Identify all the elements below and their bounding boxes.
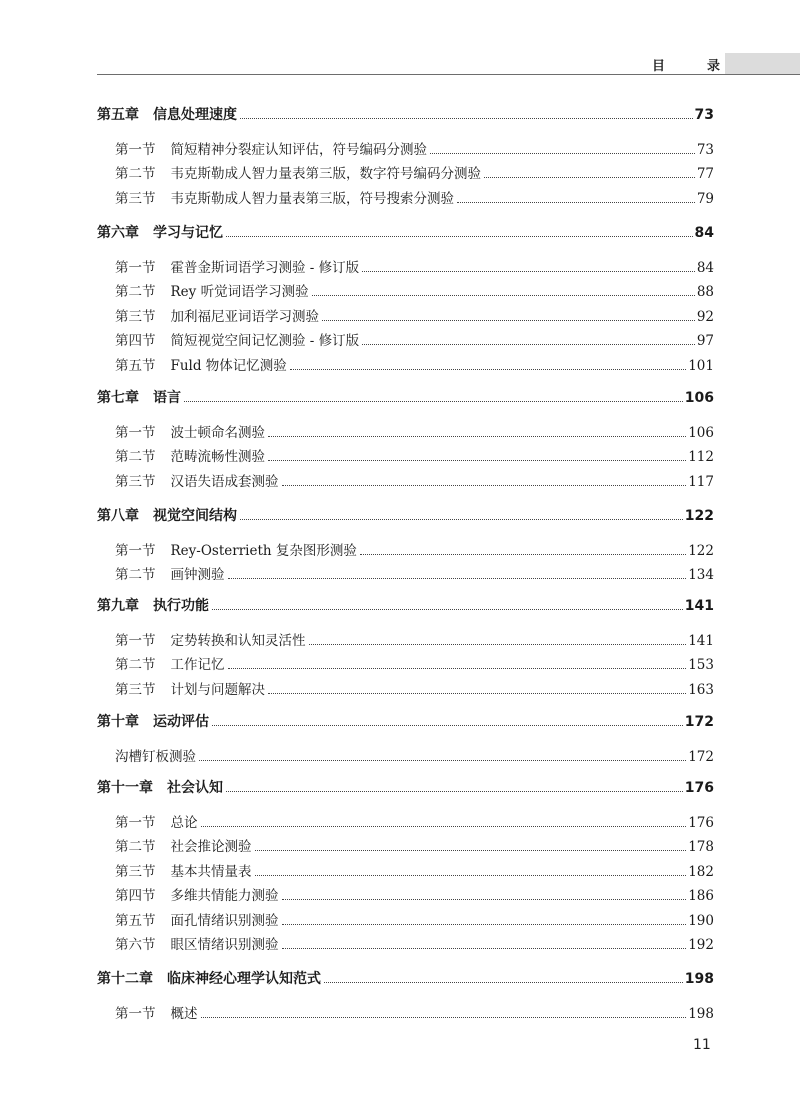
- section-title: 沟槽钉板测验: [115, 749, 196, 765]
- dot-leader: [430, 152, 695, 154]
- chapter-number: 第七章: [97, 390, 139, 406]
- section-title: 画钟测验: [170, 567, 225, 583]
- chapter-title: 学习与记忆: [153, 225, 223, 241]
- toc-section-entry[interactable]: [115, 932, 714, 954]
- section-title: Rey 听觉词语学习测验: [170, 284, 309, 300]
- dot-leader: [199, 759, 686, 761]
- section-number: 第五节: [115, 913, 156, 929]
- chapter-title: 社会认知: [167, 780, 223, 796]
- dot-leader: [268, 459, 686, 461]
- section-title: 多维共情能力测验: [170, 888, 279, 904]
- dot-leader: [268, 692, 686, 694]
- page-reference: 198: [684, 971, 714, 987]
- page-reference: 182: [688, 864, 714, 880]
- toc-chapter-entry[interactable]: [97, 503, 714, 525]
- chapter-title: 信息处理速度: [153, 107, 237, 123]
- chapter-title: 视觉空间结构: [153, 508, 237, 524]
- section-title: Fuld 物体记忆测验: [170, 358, 287, 374]
- dot-leader: [201, 825, 687, 827]
- page-reference: 122: [688, 543, 714, 559]
- dot-leader: [360, 553, 686, 555]
- toc-chapter-entry[interactable]: [97, 966, 714, 988]
- dot-leader: [484, 176, 695, 178]
- dot-leader: [184, 400, 683, 402]
- section-number: 第三节: [115, 474, 156, 490]
- dot-leader: [255, 874, 687, 876]
- dot-leader: [282, 898, 687, 900]
- dot-leader: [201, 1016, 687, 1018]
- section-title: 韦克斯勒成人智力量表第三版，数字符号编码分测验: [170, 166, 481, 182]
- page-reference: 176: [684, 780, 714, 796]
- section-number: 第二节: [115, 284, 156, 300]
- toc-chapter-entry[interactable]: [97, 709, 714, 731]
- page-reference: 84: [694, 225, 714, 241]
- page-reference: 112: [688, 449, 714, 465]
- page-reference: 117: [688, 474, 714, 490]
- section-number: 第一节: [115, 815, 156, 831]
- section-title: 简短视觉空间记忆测验 - 修订版: [170, 333, 360, 349]
- section-number: 第二节: [115, 166, 156, 182]
- section-title: 汉语失语成套测验: [170, 474, 279, 490]
- section-number: 第一节: [115, 633, 156, 649]
- running-header-char: 目: [652, 58, 666, 74]
- toc-section-entry[interactable]: [115, 353, 714, 375]
- dot-leader: [282, 947, 687, 949]
- page-reference: 172: [688, 749, 714, 765]
- dot-leader: [362, 343, 695, 345]
- page-reference: 73: [694, 107, 714, 123]
- section-title: 范畴流畅性测验: [170, 449, 265, 465]
- dot-leader: [255, 849, 687, 851]
- dot-leader: [212, 608, 683, 610]
- section-number: 第三节: [115, 864, 156, 880]
- page-reference: 101: [688, 358, 714, 374]
- section-title: 计划与问题解决: [170, 682, 265, 698]
- page-reference: 198: [688, 1006, 714, 1022]
- chapter-title: 临床神经心理学认知范式: [167, 971, 321, 987]
- chapter-number: 第九章: [97, 598, 139, 614]
- dot-leader: [212, 724, 683, 726]
- toc-chapter-entry[interactable]: [97, 102, 714, 124]
- toc-chapter-entry[interactable]: [97, 593, 714, 615]
- page-reference: 178: [688, 839, 714, 855]
- section-number: 第四节: [115, 333, 156, 349]
- chapter-number: 第十章: [97, 714, 139, 730]
- toc-section-entry[interactable]: [115, 1001, 714, 1023]
- section-title: 概述: [170, 1006, 198, 1022]
- toc-chapter-entry[interactable]: [97, 775, 714, 797]
- dot-leader: [282, 484, 687, 486]
- toc-section-entry[interactable]: [115, 538, 714, 560]
- dot-leader: [324, 981, 683, 983]
- running-header-char: 录: [706, 58, 720, 74]
- section-number: 第一节: [115, 260, 156, 276]
- dot-leader: [268, 435, 686, 437]
- page-reference: 106: [688, 425, 714, 441]
- toc-section-entry[interactable]: [115, 304, 714, 326]
- toc-section-entry[interactable]: [115, 859, 714, 881]
- dot-leader: [362, 270, 695, 272]
- page-reference: 172: [684, 714, 714, 730]
- dot-leader: [312, 294, 695, 296]
- section-title: 社会推论测验: [170, 839, 252, 855]
- page-reference: 106: [684, 390, 714, 406]
- page-reference: 122: [684, 508, 714, 524]
- section-number: 第三节: [115, 309, 156, 325]
- section-number: 第三节: [115, 682, 156, 698]
- page-number: 11: [693, 1037, 711, 1053]
- section-title: 工作记忆: [170, 657, 225, 673]
- dot-leader: [240, 518, 683, 520]
- toc-chapter-entry[interactable]: [97, 385, 714, 407]
- section-title: 韦克斯勒成人智力量表第三版，符号搜索分测验: [170, 191, 454, 207]
- section-title: 定势转换和认知灵活性: [170, 633, 306, 649]
- dot-leader: [282, 923, 687, 925]
- page-reference: 92: [696, 309, 714, 325]
- chapter-number: 第五章: [97, 107, 139, 123]
- toc-section-entry[interactable]: [115, 744, 714, 766]
- chapter-number: 第六章: [97, 225, 139, 241]
- toc-section-entry[interactable]: [115, 810, 714, 832]
- section-number: 第一节: [115, 425, 156, 441]
- toc-section-entry[interactable]: [115, 137, 714, 159]
- section-title: 总论: [170, 815, 198, 831]
- chapter-title: 运动评估: [153, 714, 209, 730]
- section-title: 加利福尼亚词语学习测验: [170, 309, 319, 325]
- dot-leader: [226, 790, 683, 792]
- dot-leader: [228, 577, 687, 579]
- toc-section-entry[interactable]: [115, 562, 714, 584]
- toc-section-entry[interactable]: [115, 279, 714, 301]
- section-number: 第一节: [115, 543, 156, 559]
- section-title: 眼区情绪识别测验: [170, 937, 279, 953]
- dot-leader: [226, 235, 693, 237]
- chapter-number: 第八章: [97, 508, 139, 524]
- dot-leader: [290, 368, 686, 370]
- dot-leader: [457, 201, 695, 203]
- page-reference: 134: [688, 567, 714, 583]
- page-reference: 163: [688, 682, 714, 698]
- page-reference: 97: [696, 333, 714, 349]
- toc-section-entry[interactable]: [115, 834, 714, 856]
- toc-section-entry[interactable]: [115, 444, 714, 466]
- section-title: 面孔情绪识别测验: [170, 913, 279, 929]
- section-number: 第二节: [115, 449, 156, 465]
- section-title: 简短精神分裂症认知评估，符号编码分测验: [170, 142, 427, 158]
- page-reference: 73: [696, 142, 714, 158]
- page-reference: 190: [688, 913, 714, 929]
- toc-section-entry[interactable]: [115, 161, 714, 183]
- toc-section-entry[interactable]: [115, 255, 714, 277]
- section-number: 第一节: [115, 142, 156, 158]
- page-reference: 176: [688, 815, 714, 831]
- section-number: 第四节: [115, 888, 156, 904]
- section-number: 第二节: [115, 567, 156, 583]
- page-reference: 79: [696, 191, 714, 207]
- toc-section-entry[interactable]: [115, 328, 714, 350]
- chapter-title: 执行功能: [153, 598, 209, 614]
- dot-leader: [240, 117, 693, 119]
- chapter-title: 语言: [153, 390, 181, 406]
- toc-section-entry[interactable]: [115, 628, 714, 650]
- section-number: 第五节: [115, 358, 156, 374]
- dot-leader: [309, 643, 687, 645]
- toc-section-entry[interactable]: [115, 883, 714, 905]
- toc-section-entry[interactable]: [115, 469, 714, 491]
- section-title: Rey-Osterrieth 复杂图形测验: [170, 543, 357, 559]
- chapter-number: 第十一章: [97, 780, 153, 796]
- section-number: 第二节: [115, 839, 156, 855]
- section-number: 第一节: [115, 1006, 156, 1022]
- page-reference: 84: [696, 260, 714, 276]
- toc-section-entry[interactable]: [115, 186, 714, 208]
- section-number: 第六节: [115, 937, 156, 953]
- section-title: 波士顿命名测验: [170, 425, 265, 441]
- toc-section-entry[interactable]: [115, 652, 714, 674]
- toc-chapter-entry[interactable]: [97, 220, 714, 242]
- page-reference: 153: [688, 657, 714, 673]
- page-reference: 141: [688, 633, 714, 649]
- toc-section-entry[interactable]: [115, 677, 714, 699]
- toc-section-entry[interactable]: [115, 908, 714, 930]
- chapter-number: 第十二章: [97, 971, 153, 987]
- section-number: 第三节: [115, 191, 156, 207]
- dot-leader: [228, 667, 687, 669]
- page-reference: 186: [688, 888, 714, 904]
- section-title: 霍普金斯词语学习测验 - 修订版: [170, 260, 360, 276]
- page-reference: 192: [688, 937, 714, 953]
- toc-section-entry[interactable]: [115, 420, 714, 442]
- section-number: 第二节: [115, 657, 156, 673]
- page-reference: 141: [684, 598, 714, 614]
- page-reference: 77: [696, 166, 714, 182]
- dot-leader: [322, 319, 695, 321]
- section-title: 基本共情量表: [170, 864, 252, 880]
- page-reference: 88: [696, 284, 714, 300]
